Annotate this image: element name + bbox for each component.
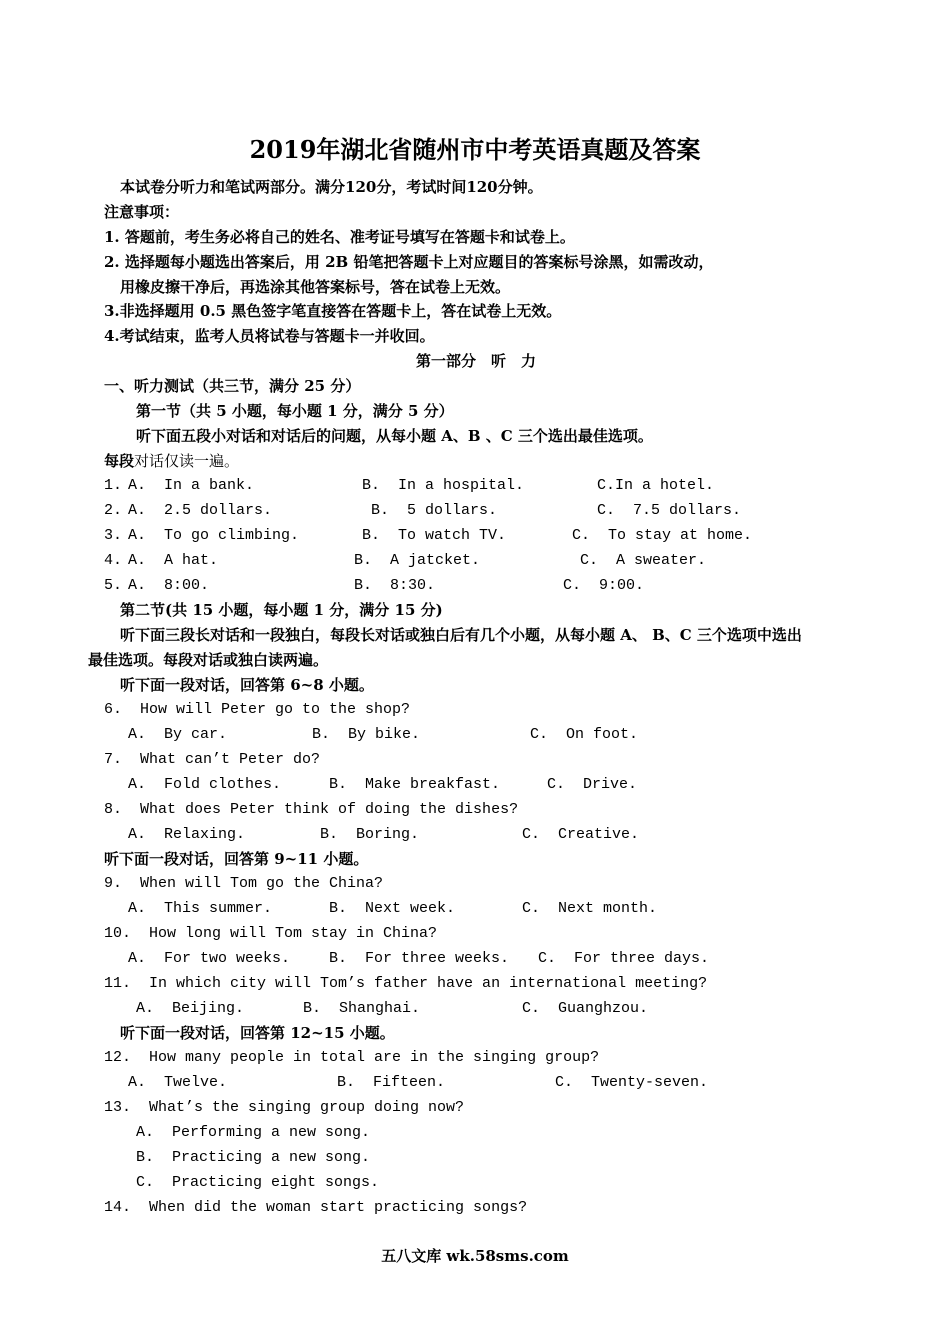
option-a: A. Twelve. xyxy=(128,1074,228,1091)
note-item-2-cont: 用橡皮擦干净后，再选涂其他答案标号，答在试卷上无效。 xyxy=(120,278,511,296)
note-item-1: 1. 答题前，考生务必将自己的姓名、准考证号填写在答题卡和试卷上。 xyxy=(104,228,575,246)
option-a: A. For two weeks. xyxy=(128,950,291,967)
option-b: B. Next week. xyxy=(329,900,456,917)
question-stem: 7. What can’t Peter do? xyxy=(104,751,321,768)
document-title: 2019年湖北省随州市中考英语真题及答案 xyxy=(249,135,701,164)
option-c: C. Creative. xyxy=(522,826,640,843)
option-b: B. Make breakfast. xyxy=(329,776,501,793)
note-item-3: 3.非选择题用 0.5 黑色签字笔直接答在答题卡上，答在试卷上无效。 xyxy=(104,302,562,320)
option-a: A. Performing a new song. xyxy=(136,1124,371,1141)
subsection-instruction-2-cont: 最佳选项。每段对话或独白读两遍。 xyxy=(88,651,329,669)
option-a: A. 2.5 dollars. xyxy=(128,502,273,519)
option-c: C. Guanghzou. xyxy=(522,1000,649,1017)
option-b: B. In a hospital. xyxy=(362,477,525,494)
subsection-heading-2: 第二节(共 15 小题，每小题 1 分，满分 15 分) xyxy=(120,601,443,619)
option-c: C. A sweater. xyxy=(580,552,707,569)
note-item-2: 2. 选择题每小题选出答案后，用 2B 铅笔把答题卡上对应题目的答案标号涂黑，如需改动， xyxy=(104,253,714,271)
section-heading: 一、听力测试（共三节，满分 25 分） xyxy=(104,377,361,395)
option-a: A. In a bank. xyxy=(128,477,255,494)
option-c: C. To stay at home. xyxy=(572,527,753,544)
option-c: C. Next month. xyxy=(522,900,658,917)
option-a: A. Relaxing. xyxy=(128,826,246,843)
question-number: 5. xyxy=(104,577,123,594)
option-a: A. This summer. xyxy=(128,900,273,917)
question-number: 3. xyxy=(104,527,123,544)
question-stem: 14. When did the woman start practicing songs? xyxy=(104,1199,528,1216)
instruction-bold-part: 每段 xyxy=(104,452,135,470)
option-b: B. A jatcket. xyxy=(354,552,481,569)
option-b: B. For three weeks. xyxy=(329,950,510,967)
question-stem: 13. What’s the singing group doing now? xyxy=(104,1099,465,1116)
question-stem: 6. How will Peter go to the shop? xyxy=(104,701,411,718)
subsection-heading-1: 第一节（共 5 小题，每小题 1 分，满分 5 分） xyxy=(136,402,454,420)
question-stem: 11. In which city will Tom’s father have an international meeting? xyxy=(104,975,708,992)
question-stem: 8. What does Peter think of doing the dishes? xyxy=(104,801,519,818)
option-c: C. 9:00. xyxy=(563,577,645,594)
option-a: A. Beijing. xyxy=(136,1000,245,1017)
option-b: B. 5 dollars. xyxy=(371,502,498,519)
option-a: A. 8:00. xyxy=(128,577,210,594)
option-c: C. 7.5 dollars. xyxy=(597,502,742,519)
question-number: 4. xyxy=(104,552,123,569)
subsection-instruction-1-cont xyxy=(104,451,239,472)
question-stem: 9. When will Tom go the China? xyxy=(104,875,384,892)
option-a: A. To go climbing. xyxy=(128,527,300,544)
option-b: B. Fifteen. xyxy=(337,1074,446,1091)
question-number: 2. xyxy=(104,502,123,519)
question-stem: 10. How long will Tom stay in China? xyxy=(104,925,438,942)
option-b: B. Shanghai. xyxy=(303,1000,421,1017)
note-item-4: 4.考试结束，监考人员将试卷与答题卡一并收回。 xyxy=(104,327,435,345)
dialog-heading-1: 听下面一段对话，回答第 6~8 小题。 xyxy=(120,676,374,694)
subsection-instruction-2: 听下面三段长对话和一段独白，每段长对话或独白后有几个小题，从每小题 A、 B、C 三个选项中选出 xyxy=(120,626,802,644)
part-heading: 第一部分 听 力 xyxy=(416,352,537,370)
option-a: A. By car. xyxy=(128,726,228,743)
option-b: B. Practicing a new song. xyxy=(136,1149,371,1166)
option-b: B. By bike. xyxy=(312,726,421,743)
option-a: A. A hat. xyxy=(128,552,219,569)
question-stem: 12. How many people in total are in the singing group? xyxy=(104,1049,600,1066)
option-c: C. Twenty-seven. xyxy=(555,1074,709,1091)
option-b: B. Boring. xyxy=(320,826,420,843)
option-b: B. To watch TV. xyxy=(362,527,507,544)
intro-text: 本试卷分听力和笔试两部分。满分120分，考试时间120分钟。 xyxy=(120,178,543,196)
notes-heading: 注意事项： xyxy=(104,203,180,221)
option-c: C.In a hotel. xyxy=(597,477,715,494)
option-a: A. Fold clothes. xyxy=(128,776,282,793)
dialog-heading-3: 听下面一段对话，回答第 12~15 小题。 xyxy=(120,1024,395,1042)
subsection-instruction-1: 听下面五段小对话和对话后的问题，从每小题 A、B 、C 三个选出最佳选项。 xyxy=(136,427,653,445)
question-number: 1. xyxy=(104,477,123,494)
option-c: C. Practicing eight songs. xyxy=(136,1174,380,1191)
option-c: C. For three days. xyxy=(538,950,710,967)
option-b: B. 8:30. xyxy=(354,577,436,594)
dialog-heading-2: 听下面一段对话，回答第 9~11 小题。 xyxy=(104,850,369,868)
instruction-rest-part: 对话仅读一遍。 xyxy=(134,452,240,470)
page-footer: 五八文库 wk.58sms.com xyxy=(381,1247,569,1265)
option-c: C. Drive. xyxy=(547,776,638,793)
option-c: C. On foot. xyxy=(530,726,639,743)
